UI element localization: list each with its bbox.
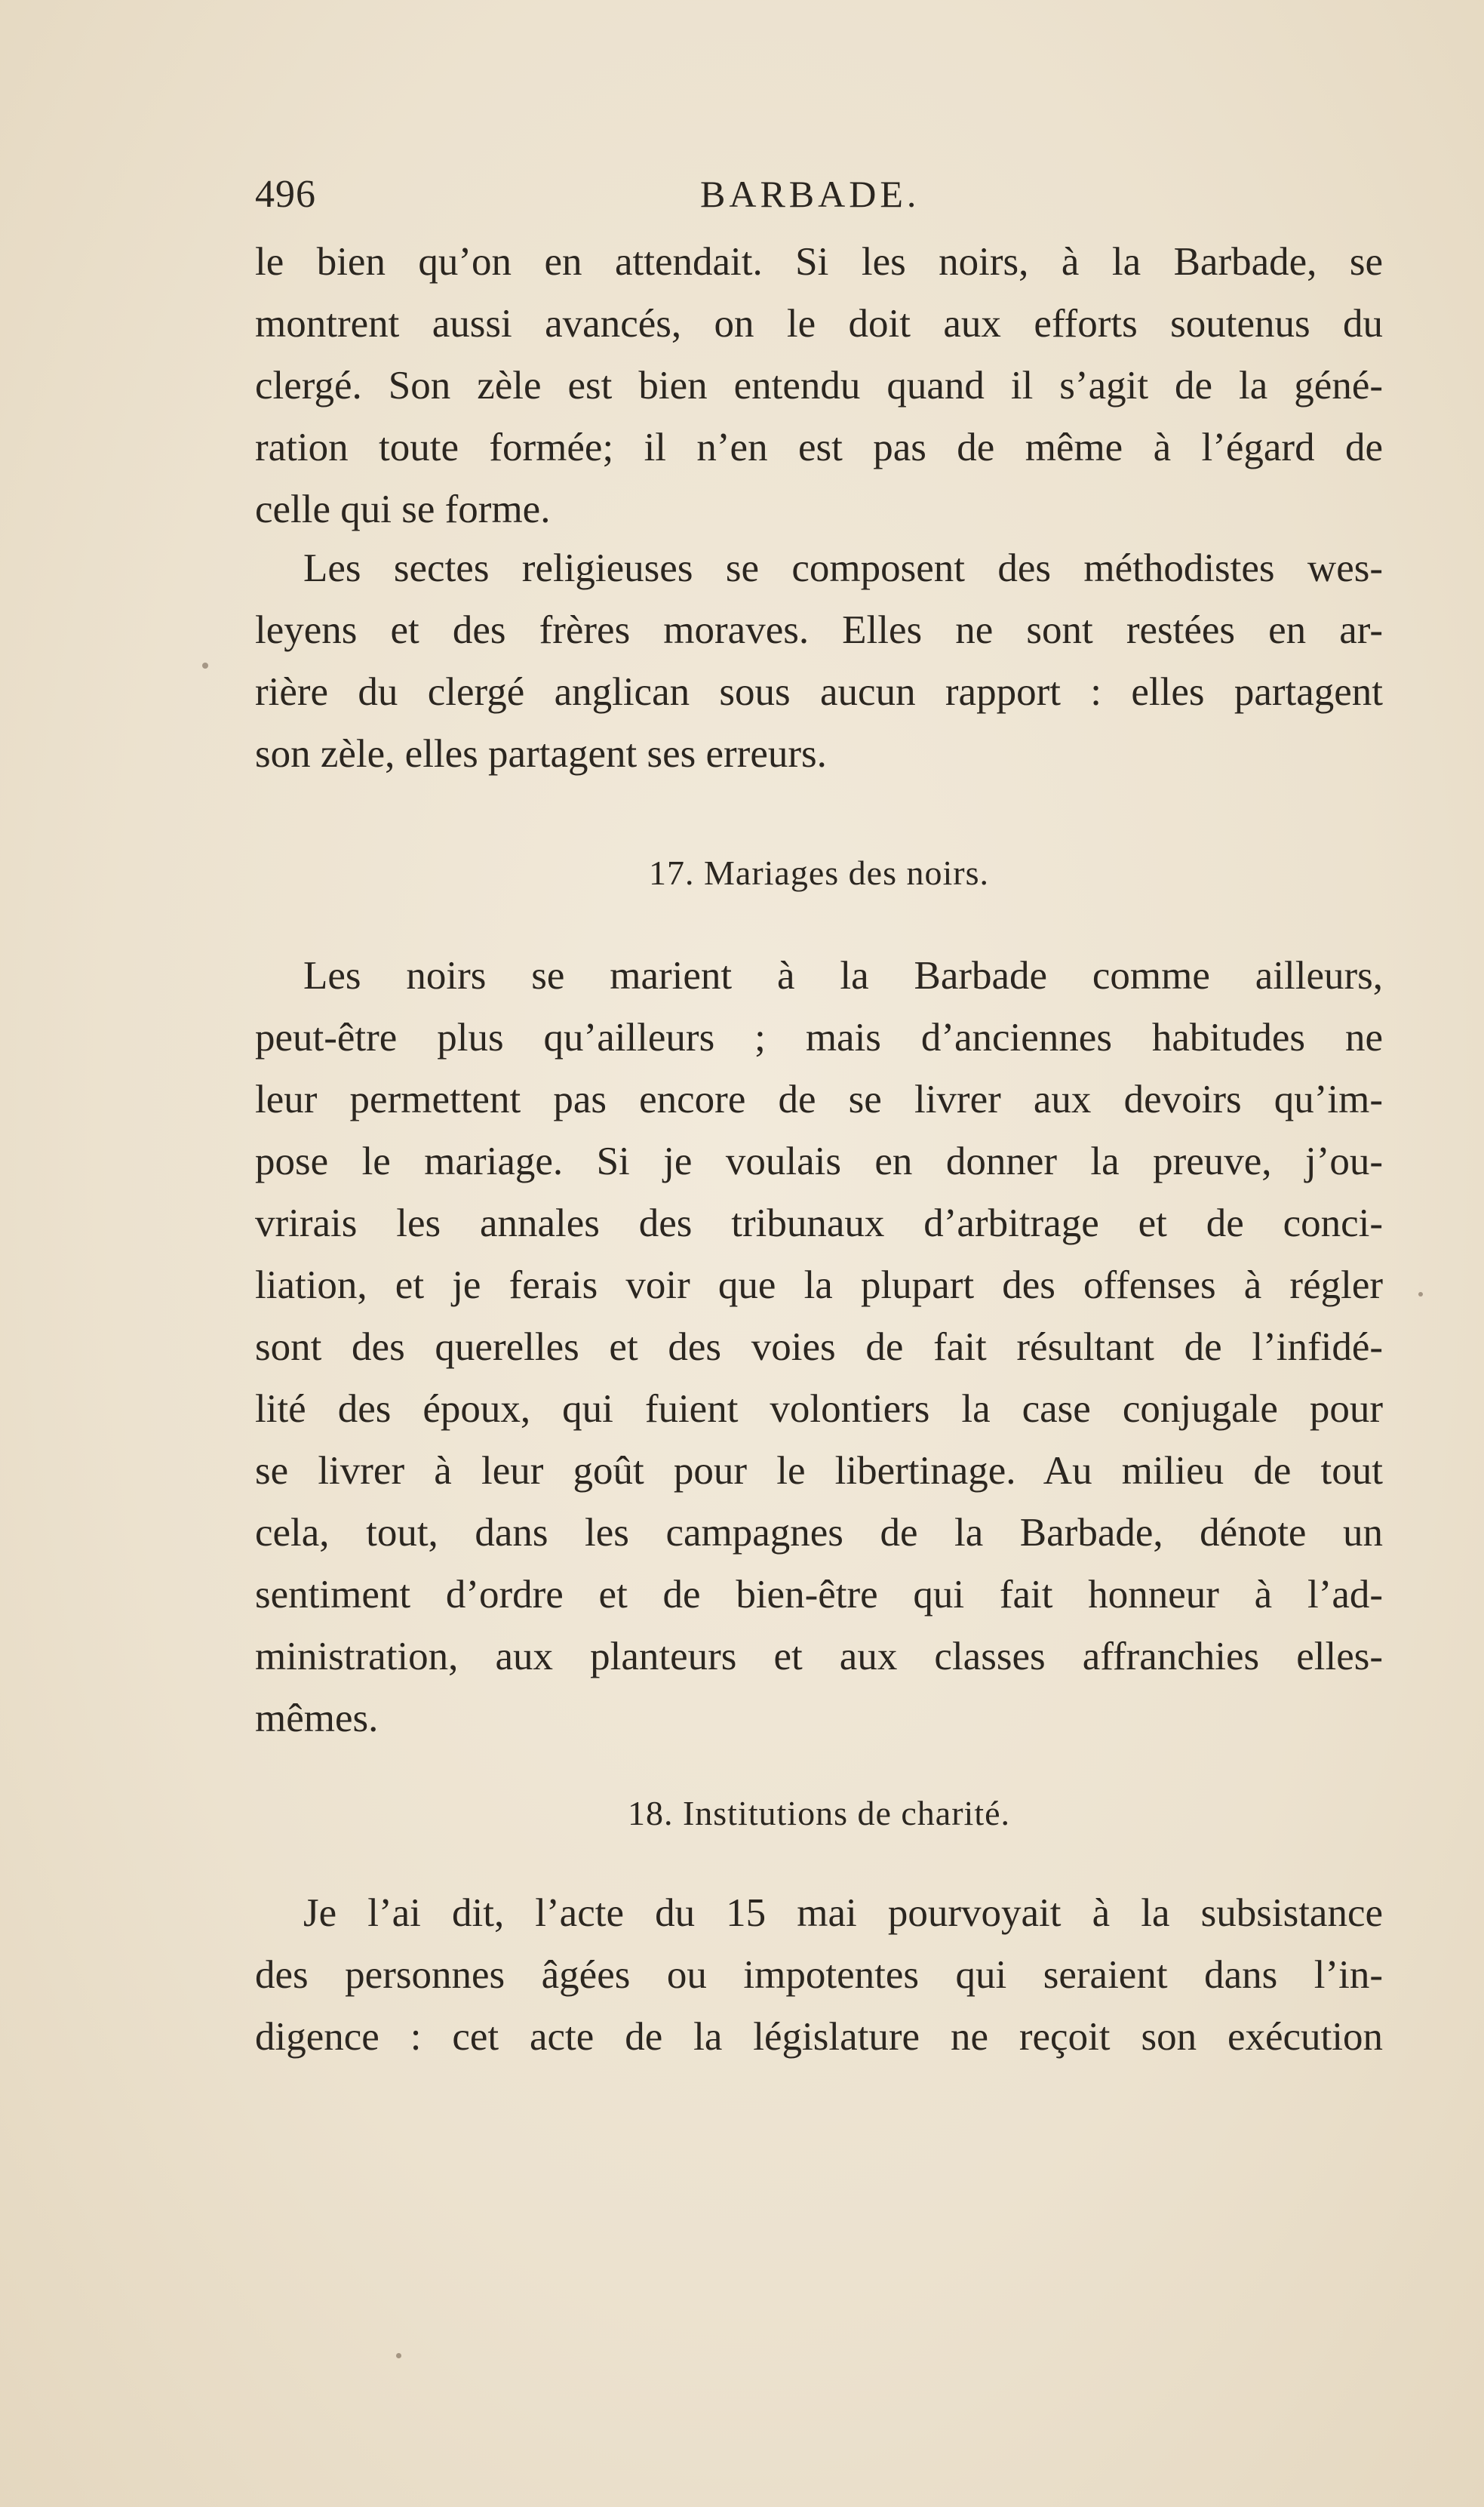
- text-line: digence : cet acte de la législature ne reçoit son exécution: [255, 2015, 1383, 2059]
- text-line: leyens et des frères moraves. Elles ne sont restées en ar-: [255, 608, 1383, 652]
- paragraph-mariages: [255, 945, 1383, 1749]
- text-line: mêmes.: [255, 1696, 379, 1740]
- text-line: sentiment d’ordre et de bien-être qui fait honneur à l’ad-: [255, 1573, 1383, 1616]
- text-line: ministration, aux planteurs et aux classes affranchies elles-: [255, 1635, 1383, 1678]
- text-line: montrent aussi avancés, on le doit aux efforts soutenus du: [255, 302, 1383, 346]
- text-line: se livrer à leur goût pour le libertinage. Au milieu de tout: [255, 1449, 1383, 1493]
- text-line: Les sectes religieuses se composent des méthodistes wes-: [303, 546, 1383, 590]
- text-line: liation, et je ferais voir que la plupart des offenses à régler: [255, 1263, 1383, 1307]
- text-line: le bien qu’on en attendait. Si les noirs, à la Barbade, se: [255, 240, 1383, 284]
- paper-speck: [1418, 1292, 1423, 1297]
- page-number: 496: [255, 173, 316, 216]
- text-line: des personnes âgées ou impotentes qui seraient dans l’in-: [255, 1953, 1383, 1997]
- text-line: Je l’ai dit, l’acte du 15 mai pourvoyait à la subsistance: [303, 1891, 1383, 1935]
- paper-speck: [202, 663, 208, 669]
- text-line: son zèle, elles partagent ses erreurs.: [255, 732, 827, 776]
- paragraph-sectes: [255, 537, 1383, 785]
- text-line: ration toute formée; il n’en est pas de même à l’égard de: [255, 426, 1383, 469]
- text-line: peut-être plus qu’ailleurs ; mais d’anciennes habitudes ne: [255, 1016, 1383, 1060]
- text-line: leur permettent pas encore de se livrer aux devoirs qu’im-: [255, 1078, 1383, 1121]
- running-title: BARBADE.: [700, 173, 920, 215]
- paper-speck: [396, 2353, 401, 2358]
- text-line: pose le mariage. Si je voulais en donner la preuve, j’ou-: [255, 1140, 1383, 1183]
- text-line: celle qui se forme.: [255, 488, 551, 531]
- text-line: vrirais les annales des tribunaux d’arbitrage et de conci-: [255, 1201, 1383, 1245]
- text-line: rière du clergé anglican sous aucun rapport : elles partagent: [255, 670, 1383, 714]
- text-line: lité des époux, qui fuient volontiers la case conjugale pour: [255, 1387, 1383, 1431]
- text-line: cela, tout, dans les campagnes de la Barbade, dénote un: [255, 1511, 1383, 1555]
- section-heading-17: 17. Mariages des noirs.: [649, 854, 989, 892]
- text-line: Les noirs se marient à la Barbade comme ailleurs,: [303, 954, 1383, 998]
- page-header: [255, 172, 1383, 225]
- section-heading-18: 18. Institutions de charité.: [627, 1794, 1011, 1832]
- text-line: sont des querelles et des voies de fait résultant de l’infidé-: [255, 1325, 1383, 1369]
- text-line: clergé. Son zèle est bien entendu quand il s’agit de la géné-: [255, 364, 1383, 408]
- paragraph-continuation: [255, 231, 1383, 540]
- paragraph-charite: [255, 1882, 1383, 2068]
